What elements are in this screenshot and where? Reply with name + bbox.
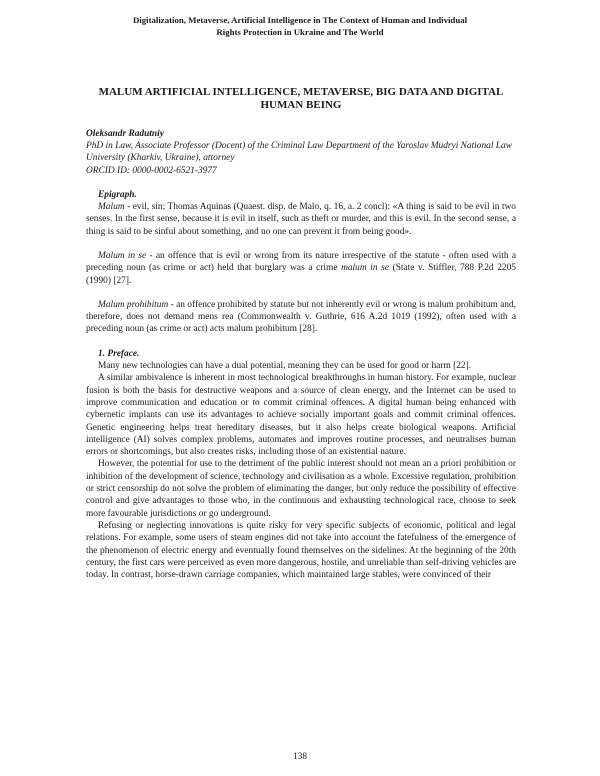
epigraph-text-1: - evil, sin; Thomas Aquinas (Quaest. disp. de Malo, q. 16, a. 2 concl): «A thing is said to be evil in two senses. In the first sense, because it is evil in itself, such as theft or murder, and this is evil. In the second sense, a thing is said to be sinful about something, and no one can prevent it from being good». bbox=[86, 202, 516, 237]
preface-paragraph: However, the potential for use to the detriment of the public interest should not mean an a priori prohibition or inhibition of the development of science, technology and civilisation as a whole. Excessive regulation, prohibition or strict censorship do not solve the problem of eliminating the danger, but only reduce the possibility of effective control and give advantages to those who, in the continuous and exhausting technological race, choose to seek more favourable jurisdictions or go underground. bbox=[86, 459, 516, 519]
epigraph-paragraph-3 bbox=[86, 299, 516, 336]
epigraph-heading: Epigraph. bbox=[98, 189, 137, 200]
preface-paragraph: Many new technologies can have a dual potential, meaning they can be used for good or harm [22]. bbox=[98, 361, 472, 372]
author-affiliation: PhD in Law, Associate Professor (Docent) of the Criminal Law Department of the Yaroslav Mudryi National Law University (Kharkiv, Ukraine), attorney bbox=[86, 141, 512, 164]
author-block bbox=[86, 128, 516, 177]
running-head: Digitalization, Metaverse, Artificial Intelligence in The Context of Human and Individual Rights Protection in Ukraine and The World bbox=[132, 15, 468, 37]
article-body bbox=[86, 86, 516, 581]
preface-paragraph: Refusing or neglecting innovations is quite risky for very specific subjects of economic, political and legal relations. For example, some users of steam engines did not take into account the fatefulness of the emergence of the phenomenon of electric energy and eventually found themselves on the sidelines. At the beginning of the 20th century, the first cars were perceived as even more dangerous, hostile, and unreliable than self-driving vehicles are today. In contrast, horse-drawn carriage companies, which maintained large stables, were convinced of their bbox=[86, 520, 516, 581]
term-malum-in-se-inline: malum in se bbox=[341, 263, 389, 274]
term-malum-prohibitum: Malum prohibitum bbox=[98, 299, 169, 310]
term-malum: Malum bbox=[98, 202, 125, 213]
epigraph-text-3: - an offence prohibited by statute but not inherently evil or wrong is malum prohibitum and, therefore, does not demand mens rea (Commonwealth v. Guthrie, 616 A.2d 1019 (1992), often used with a preceding noun (as crime or act) acts malum prohibitum [28]. bbox=[86, 299, 516, 335]
author-name: Oleksandr Radutniy bbox=[86, 129, 164, 139]
page-number: 138 bbox=[292, 752, 308, 762]
preface-paragraph: A similar ambivalence is inherent in most technological breakthroughs in human history. For example, nuclear fusion is both the basis for destructive weapons and a source of clean energy, and the Internet can be used to improve communication and education or to commit criminal offences. A digital human being enhanced with cybernetic implants can use its advantages to achieve socially important goals and commit criminal offences. Genetic engineering helps treat hereditary diseases, but it also helps create biological weapons. Artificial intelligence (AI) solves complex problems, automates and improves routine processes, and neutralises human errors or shortcomings, but also creates risks, including those of an existential nature. bbox=[86, 373, 516, 458]
term-malum-in-se: Malum in se bbox=[98, 251, 147, 261]
epigraph-text-2b: (State v. Stiffler, 788 P.2d 2205 (1990) [27]. bbox=[86, 263, 516, 286]
epigraph-text-2a: - an offence that is evil or wrong from its nature irrespective of the statute - often used with a preceding noun (as crime or act) held that burglary was a crime bbox=[86, 251, 516, 274]
epigraph-paragraph-1 bbox=[86, 201, 516, 238]
preface-heading: 1. Preface. bbox=[98, 348, 140, 359]
author-orcid: ORCID ID: 0000-0002-6521-3977 bbox=[86, 165, 217, 176]
article-title: MALUM ARTIFICIAL INTELLIGENCE, METAVERSE, BIG DATA AND DIGITAL HUMAN BEING bbox=[98, 86, 504, 111]
epigraph-paragraph-2 bbox=[86, 250, 516, 287]
